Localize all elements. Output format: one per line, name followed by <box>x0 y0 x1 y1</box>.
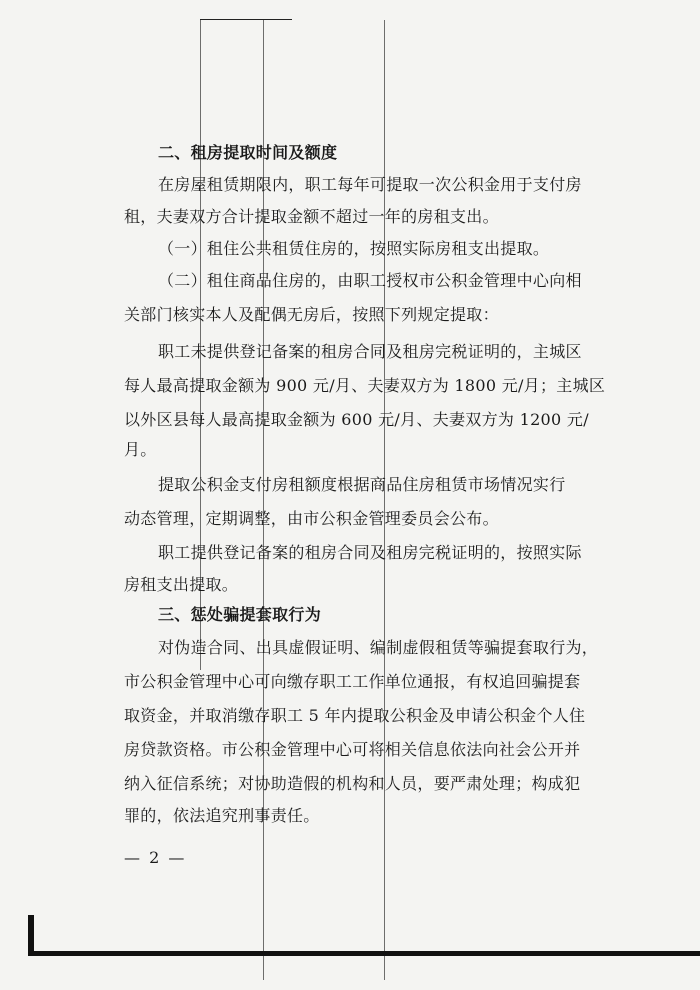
paragraph-line: 市公积金管理中心可向缴存职工工作单位通报，有权追回骗提套 <box>124 672 581 691</box>
paragraph-line: 房贷款资格。市公积金管理中心可将相关信息依法向社会公开并 <box>124 740 581 759</box>
paragraph-line: 每人最高提取金额为 900 元/月、夫妻双方为 1800 元/月；主城区 <box>124 376 606 395</box>
paragraph-line: 对伪造合同、出具虚假证明、编制虚假租赁等骗提套取行为， <box>158 638 599 657</box>
paragraph-line: 动态管理，定期调整，由市公积金管理委员会公布。 <box>124 509 499 528</box>
scan-edge-mark <box>28 915 34 956</box>
paragraph-line: （一）租住公共租赁住房的，按照实际房租支出提取。 <box>158 239 550 258</box>
page-number: — 2 — <box>124 848 187 867</box>
paragraph-line: （二）租住商品住房的，由职工授权市公积金管理中心向相 <box>158 271 582 290</box>
paragraph-line: 房租支出提取。 <box>124 575 239 594</box>
paragraph-line: 以外区县每人最高提取金额为 600 元/月、夫妻双方为 1200 元/ <box>124 410 589 429</box>
paragraph-line: 租，夫妻双方合计提取金额不超过一年的房租支出。 <box>124 207 499 226</box>
scan-fold-line <box>384 20 385 980</box>
section-heading-rental-withdrawal: 二、租房提取时间及额度 <box>158 143 338 162</box>
paragraph-line: 取资金，并取消缴存职工 5 年内提取公积金及申请公积金个人住 <box>124 706 586 725</box>
paragraph-line: 在房屋租赁期限内，职工每年可提取一次公积金用于支付房 <box>158 175 582 194</box>
paragraph-line: 职工未提供登记备案的租房合同及租房完税证明的，主城区 <box>158 342 582 361</box>
paragraph-line: 纳入征信系统；对协助造假的机构和人员，要严肃处理；构成犯 <box>124 774 581 793</box>
scan-bottom-edge <box>28 951 700 956</box>
paragraph-line: 月。 <box>124 440 157 459</box>
paragraph-line: 罪的，依法追究刑事责任。 <box>124 806 320 825</box>
scan-fold-line <box>263 20 264 980</box>
scan-artifact-line <box>200 19 292 20</box>
section-heading-penalties: 三、惩处骗提套取行为 <box>158 605 322 624</box>
paragraph-line: 关部门核实本人及配偶无房后，按照下列规定提取： <box>124 305 499 324</box>
paragraph-line: 职工提供登记备案的租房合同及租房完税证明的，按照实际 <box>158 543 582 562</box>
paragraph-line: 提取公积金支付房租额度根据商品住房租赁市场情况实行 <box>158 475 566 494</box>
